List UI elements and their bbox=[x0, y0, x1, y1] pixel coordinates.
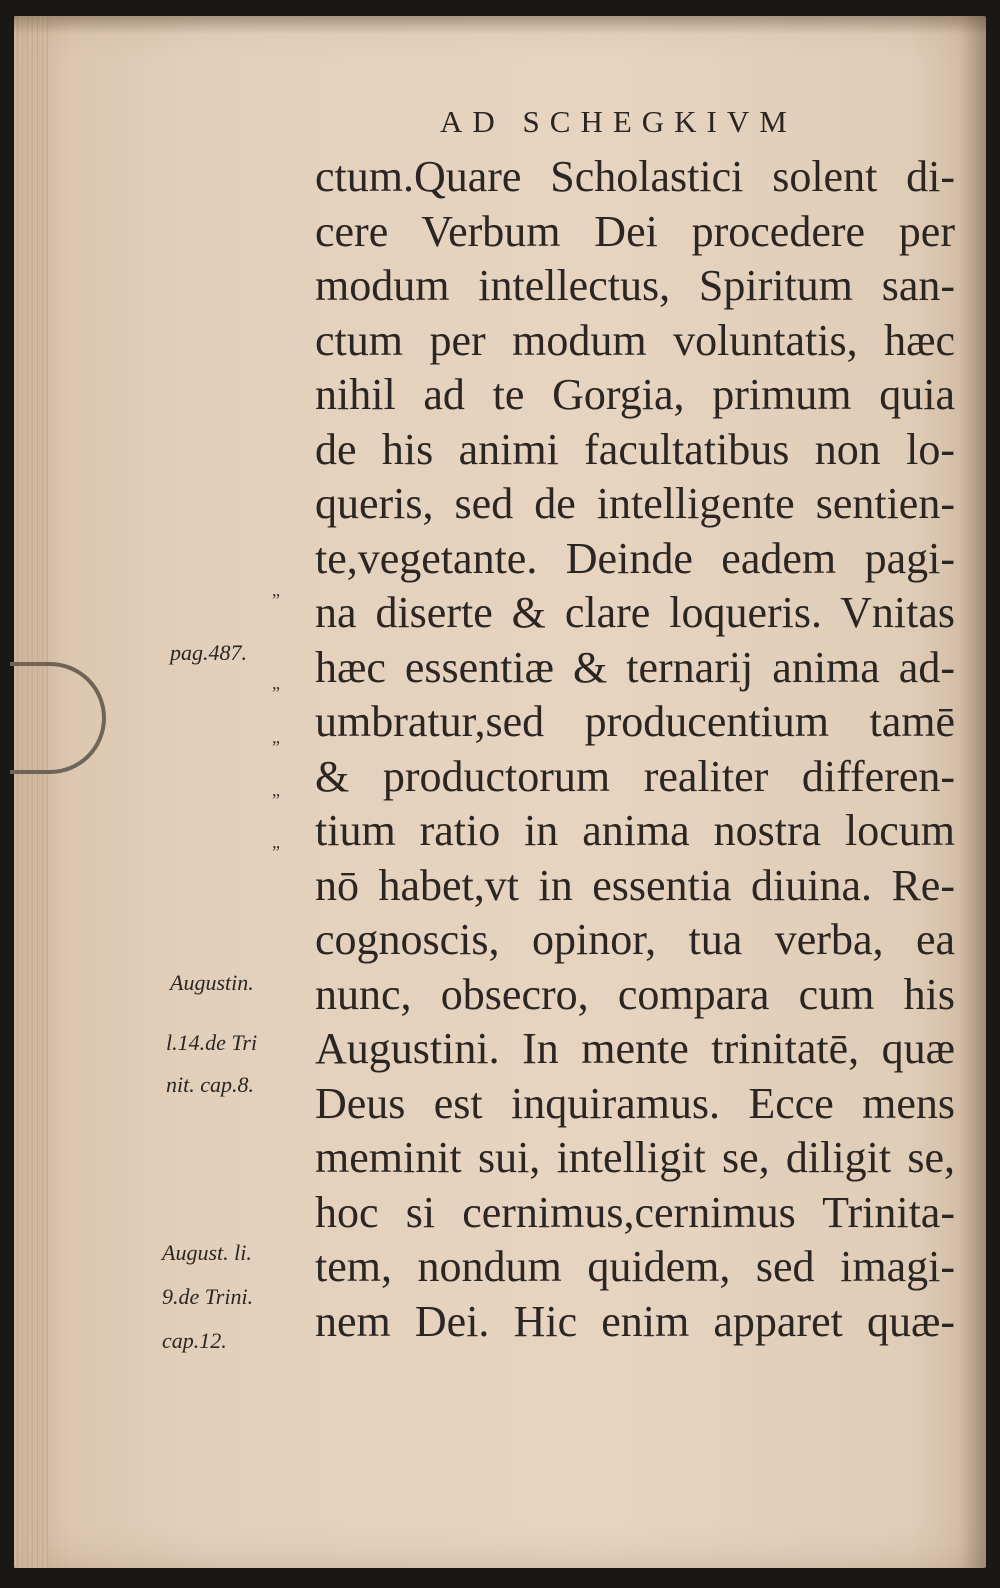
margin-note-august: 9.de Trini. bbox=[162, 1284, 254, 1309]
quote-mark: ” bbox=[272, 842, 280, 862]
text-line: nunc, obsecro, compara cum his bbox=[315, 969, 955, 1019]
text-line: nō habet,vt in essentia diuina. Re- bbox=[315, 860, 955, 910]
text-line: de his animi facultatibus non lo- bbox=[315, 424, 955, 474]
text-line: hoc si cernimus,cernimus Trinita- bbox=[315, 1187, 955, 1237]
margin-note-augustin: Augustin. bbox=[170, 970, 254, 995]
text-line: ctum per modum voluntatis, hæc bbox=[315, 315, 955, 365]
text-line: cere Verbum Dei procedere per bbox=[315, 206, 955, 256]
page-edges bbox=[14, 16, 48, 1568]
text-line: te,vegetante. Deinde eadem pagi- bbox=[315, 533, 955, 583]
text-line: Augustini. In mente trinitatē, quæ bbox=[315, 1024, 955, 1073]
text-line: modum intellectus, Spiritum san- bbox=[315, 261, 955, 310]
page-top-shadow bbox=[14, 16, 986, 34]
text-line: tium ratio in anima nostra locum bbox=[315, 806, 955, 855]
margin-note-pag: pag.487. bbox=[170, 640, 247, 665]
text-line: cognoscis, opinor, tua verba, ea bbox=[315, 915, 955, 964]
text-line: queris, sed de intelligente sentien- bbox=[315, 479, 955, 528]
text-line: nihil ad te Gorgia, primum quia bbox=[315, 370, 955, 419]
page-right-edge bbox=[960, 16, 986, 1568]
text-line: umbratur,sed producentium tamē bbox=[315, 697, 955, 746]
quote-mark: ” bbox=[272, 683, 280, 703]
text-line: tem, nondum quidem, sed imagi- bbox=[315, 1242, 955, 1291]
text-line: & productorum realiter differen- bbox=[315, 751, 955, 801]
text-line: ctum.Quare Scholastici solent di- bbox=[315, 152, 955, 201]
text-line: Deus est inquiramus. Ecce mens bbox=[315, 1078, 955, 1128]
text-line: hæc essentiæ & ternarij anima ad- bbox=[315, 642, 955, 692]
text-line: na diserte & clare loqueris. Vnitas bbox=[315, 588, 955, 637]
margin-note-august: cap.12. bbox=[162, 1328, 227, 1353]
margin-note-august: August. li. bbox=[162, 1240, 252, 1265]
quote-mark: ” bbox=[272, 790, 280, 810]
quote-mark: ” bbox=[272, 737, 280, 757]
margin-note-augustin: nit. cap.8. bbox=[166, 1072, 254, 1097]
running-header: AD SCHEGKIVM bbox=[440, 104, 797, 139]
text-line: meminit sui, intelligit se, diligit se, bbox=[315, 1133, 955, 1182]
body-text bbox=[315, 150, 955, 1349]
quote-mark: ” bbox=[272, 590, 280, 610]
margin-note-augustin: l.14.de Tri bbox=[166, 1030, 258, 1055]
text-line: nem Dei. Hic enim apparet quæ- bbox=[315, 1296, 955, 1346]
